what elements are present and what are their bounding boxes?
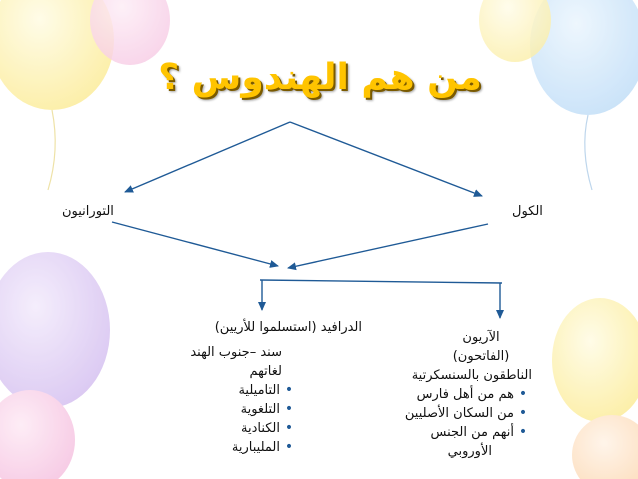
balloon [552,298,638,422]
node-aryans [400,328,532,461]
bullet-icon: • [284,382,294,398]
list-item: •أنهم من الجنس [400,423,532,442]
aryans-heading: الآريون [462,330,500,345]
dravidians-heading: الدرافيد (استسلموا للأريين) [214,320,362,335]
aryans-subheading: (الفاتحون) [452,349,510,364]
arrow-to-left-top [125,122,290,192]
arrow-to-right-top [290,122,482,196]
arrow-right-to-merge [288,224,488,268]
list-item: •المليبارية [180,438,362,457]
bullet-icon: • [284,439,294,455]
balloon [572,415,638,479]
balloon [0,252,110,408]
arrow-left-to-merge [112,222,278,266]
balloon-string [585,115,592,190]
horizontal-bar [260,280,502,283]
aryans-tail: الأوروبي [447,444,492,459]
aryans-line: الناطقون بالسنسكرتية [411,368,532,383]
dravidians-line: لغاتهم [249,364,282,379]
list-item: •الكنادية [180,419,362,438]
page-title: من هم الهندوس ؟ [158,57,482,98]
list-item: •هم من أهل فارس [400,385,532,404]
bullet-icon: • [518,424,528,440]
node-right-top: الكول [512,204,543,219]
list-item: •التاميلية [180,381,362,400]
node-dravidians [180,318,362,457]
bullet-icon: • [284,420,294,436]
balloon-string [48,110,55,190]
bullet-icon: • [284,401,294,417]
list-item: •من السكان الأصليين [400,404,532,423]
list-item: •التلغوية [180,400,362,419]
dravidians-line: سند –جنوب الهند [190,345,282,360]
node-left-top: التورانيون [62,204,114,219]
bullet-icon: • [518,405,528,421]
bullet-icon: • [518,386,528,402]
